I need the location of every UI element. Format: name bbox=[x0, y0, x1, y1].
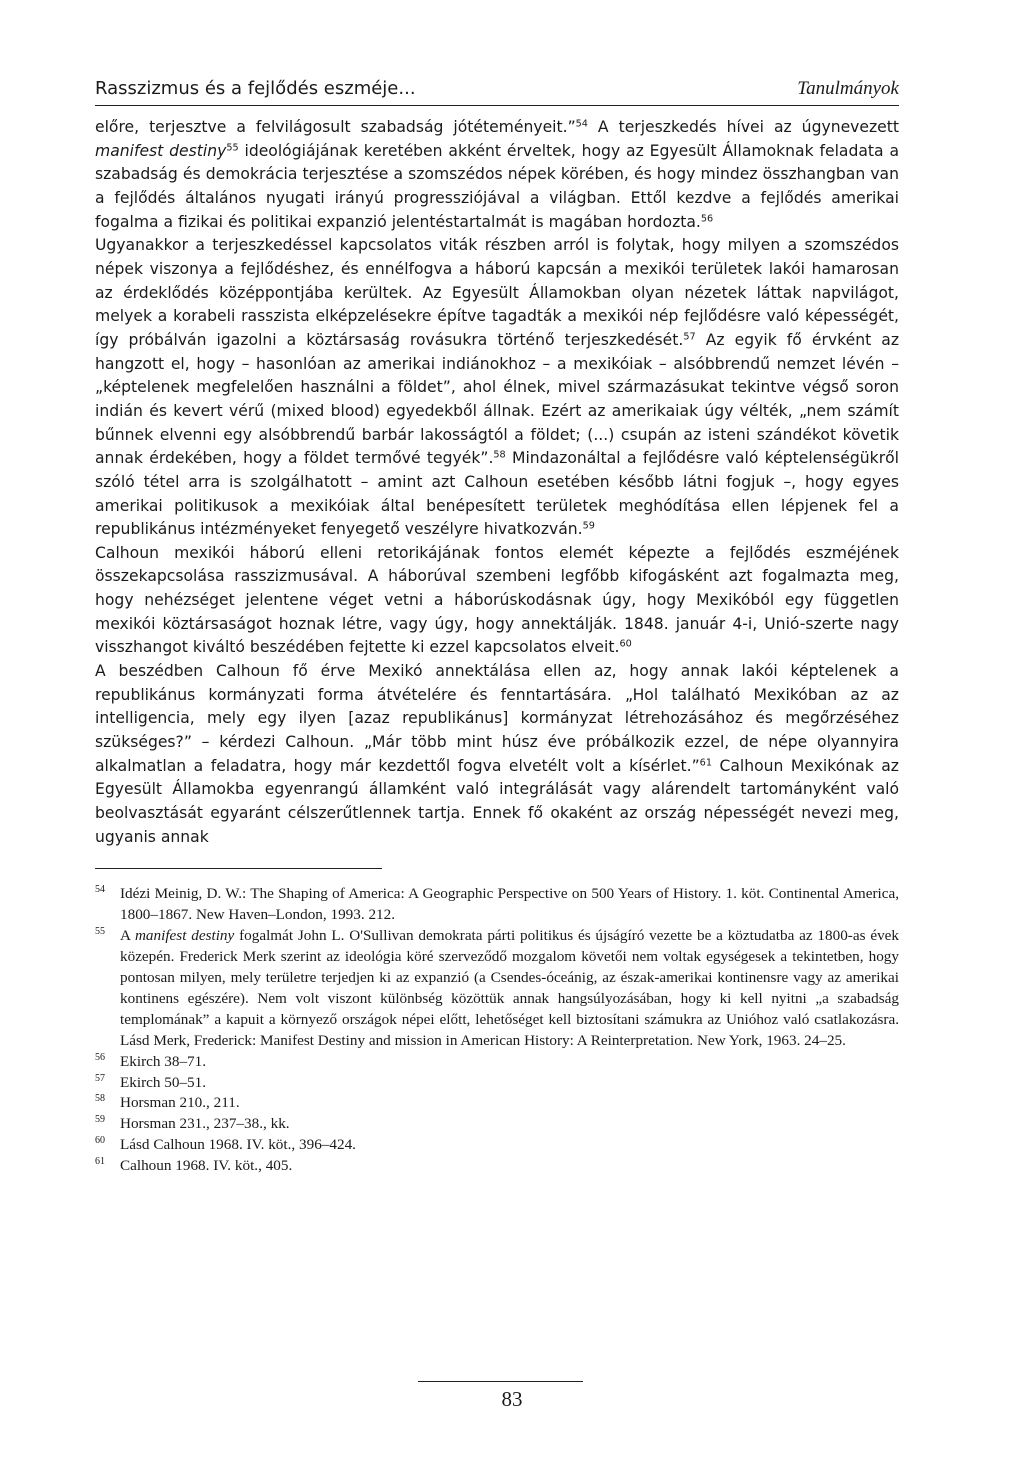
text-run: Ugyanakkor a terjeszkedéssel kapcsolatos viták részben arról is folytak, hogy milyen a szomszédos népek viszonya a fejlődéshez, és ennélfogva a háború kapcsán a mexikói területek lakói hamarosan az érdeklődés középpontjába kerültek. Az Egyesült Államokban olyan nézetek láttak napvilágot, melyek a korabeli rasszista elképzelésekre építve tagadták a mexikói nép fejlődésre való képességét, így próbálván igazolni a köztársaság rovásukra történő terjeszkedését. bbox=[95, 236, 899, 349]
footnote-ref: 61 bbox=[699, 757, 712, 769]
footnote-divider bbox=[95, 868, 382, 869]
footnote bbox=[95, 884, 899, 926]
footnote-ref: 57 bbox=[683, 331, 696, 343]
footnote-number: 56 bbox=[95, 1051, 105, 1063]
footnote-text: Lásd Calhoun 1968. IV. köt., 396–424. bbox=[120, 1136, 356, 1154]
footnote-ref: 56 bbox=[700, 213, 714, 225]
page bbox=[95, 78, 899, 1177]
emphasis: manifest destiny bbox=[134, 927, 235, 945]
footnote-number: 60 bbox=[95, 1135, 105, 1147]
footnotes bbox=[95, 884, 899, 1177]
footnote-text: fogalmát John L. O'Sullivan demokrata párti politikus és újságíró vezette be a köztudatba az 1800-as évek közepén. Frederick Merk szerint az ideológia köré szerveződő mozgalom követői nem voltak egységesek a tekintetben, hogy pontosan milyen, mely területre terjedjen ki az expanzió (a Csendes-óceánig, az észak-amerikai kontinensre vagy az amerikai kontinens egészére). Nem volt viszont különbség közöttük annak hangsúlyozásában, hogy ki kell nyitni „a szabadság templomának” a kapuit a környező országok népei előtt, lehetőséget kell biztosítani számukra az Unióhoz való csatlakozásra. Lásd Merk, Frederick: Manifest Destiny and mission in American History: A Reinterpretation. New York, 1963. 24–25. bbox=[120, 927, 900, 1049]
footnote-text: Ekirch 50–51. bbox=[120, 1073, 207, 1091]
text-run: Mindazonáltal a fejlődésre való képtelenségükről szóló tétel arra is szolgálhatott – amint azt Calhoun esetében később látni fogjuk –, hogy egyes amerikai politikusok a mexikóiak által benépesített területek meghódítása ellen lépjenek fel a republikánus intézményeket fenyegető veszélyre hivatkozván. bbox=[95, 449, 899, 539]
page-number-rule bbox=[418, 1381, 583, 1382]
footnote-number: 61 bbox=[95, 1156, 105, 1168]
text-run: Calhoun Mexikónak az Egyesült Államokba egyenrangú államként való integrálását vagy alárendelt tartományként való beolvasztását egyaránt célszerűtlennek tartja. Ennek fő okaként az ország népességét nevezi meg, ugyanis annak bbox=[95, 756, 899, 846]
footnote bbox=[95, 1156, 899, 1177]
footnote-number: 55 bbox=[95, 926, 105, 938]
text-run: Calhoun mexikói háború elleni retorikájának fontos elemét képezte a fejlődés eszméjének összekapcsolása rasszizmusával. A háborúval szembeni legfőbb kifogásként azt fogalmazta meg, hogy nehézséget jelentene véget vetni a háborúskodásnak úgy, hogy Mexikóból egy független mexikói köztársaságot hoznak létre, vagy úgy, hogy annektálják. 1848. január 4-i, Unió-szerte nagy visszhangot kiváltó beszédében fejtette ki ezzel kapcsolatos elveit. bbox=[95, 543, 899, 657]
text-run: A beszédben Calhoun fő érve Mexikó annektálása ellen az, hogy annak lakói képtelenek a republikánus kormányzati forma átvételére és fenntartására. „Hol található Mexikóban az az intelligencia, mely egy ilyen [azaz republikánus] kormányzat létrehozásához és megőrzéséhez szükséges?” – kérdezi Calhoun. „Már több mint húsz éve próbálkozik ezzel, de népe olyannyira alkalmatlan a feladatra, hogy már kezdettől fogva elvetélt volt a kísérlet.” bbox=[95, 662, 899, 775]
text-run: előre, terjesztve a felvilágosult szabadság jótéteményeit.” bbox=[95, 118, 576, 136]
text-run: Az egyik fő érvként az hangzott el, hogy – hasonlóan az amerikai indiánokhoz – a mexikóiak – alsóbbrendű nemzet lévén – „képtelenek megfelelően használni a földet”, ahol élnek, mivel származásukat tekintve végső soron indián és kevert vérű (mixed blood) egyedekből állnak. Ezért az amerikaiak úgy vélték, „nem számít bűnnek elvenni egy alsóbbrendű barbár lakosságtól a földet; (...) csupán az isteni szándékot követik annak érdekében, hogy a földet termővé tegyék”. bbox=[95, 330, 899, 468]
footnote-number: 58 bbox=[95, 1093, 105, 1105]
footnote-number: 54 bbox=[95, 884, 105, 896]
text-run: ideológiájának keretében akként érveltek, hogy az Egyesült Államoknak feladata a szabadság és demokrácia terjesztése a szomszédos népek körében, és hogy mindez összhangban van a fejlődés általános nyugati irányú progressziójával a világban. Ettől kezdve a fejlődés amerikai fogalma a fizikai és politikai expanzió jelentéstartalmát is magában hordozta. bbox=[95, 141, 900, 231]
paragraph bbox=[95, 542, 899, 660]
footnote bbox=[95, 1135, 899, 1156]
page-number: 83 bbox=[501, 1387, 523, 1411]
footnote bbox=[95, 1052, 899, 1073]
footnote bbox=[95, 1114, 899, 1135]
footnote-ref: 58 bbox=[493, 449, 506, 461]
footnote-text: Horsman 231., 237–38., kk. bbox=[120, 1115, 290, 1133]
text-run: A terjeszkedés hívei az úgynevezett bbox=[587, 118, 899, 136]
footnote-ref: 55 bbox=[226, 142, 239, 154]
paragraph bbox=[95, 660, 899, 849]
body-text bbox=[95, 116, 899, 849]
running-header bbox=[95, 78, 899, 106]
footnote bbox=[95, 1093, 899, 1114]
footnote bbox=[95, 926, 899, 1051]
footnote-ref: 60 bbox=[619, 639, 632, 651]
paragraph bbox=[95, 116, 899, 234]
footnote-ref: 59 bbox=[582, 520, 595, 532]
footnote-ref: 54 bbox=[575, 118, 588, 130]
header-section: Tanulmányok bbox=[797, 78, 899, 99]
footnote-text: Horsman 210., 211. bbox=[120, 1094, 240, 1112]
footnote-text: A bbox=[120, 927, 135, 945]
paragraph bbox=[95, 234, 899, 542]
footnote-number: 59 bbox=[95, 1114, 105, 1126]
header-title: Rasszizmus és a fejlődés eszméje... bbox=[95, 78, 416, 99]
footnote-text: Calhoun 1968. IV. köt., 405. bbox=[120, 1157, 293, 1175]
emphasis: manifest destiny bbox=[95, 141, 227, 160]
footnote-text: Ekirch 38–71. bbox=[120, 1052, 207, 1070]
footnote-text: Idézi Meinig, D. W.: The Shaping of America: A Geographic Perspective on 500 Years of History. 1. köt. Continental America, 1800–1867. New Haven–London, 1993. 212. bbox=[120, 885, 899, 924]
footnote bbox=[95, 1073, 899, 1094]
footnote-number: 57 bbox=[95, 1072, 105, 1084]
